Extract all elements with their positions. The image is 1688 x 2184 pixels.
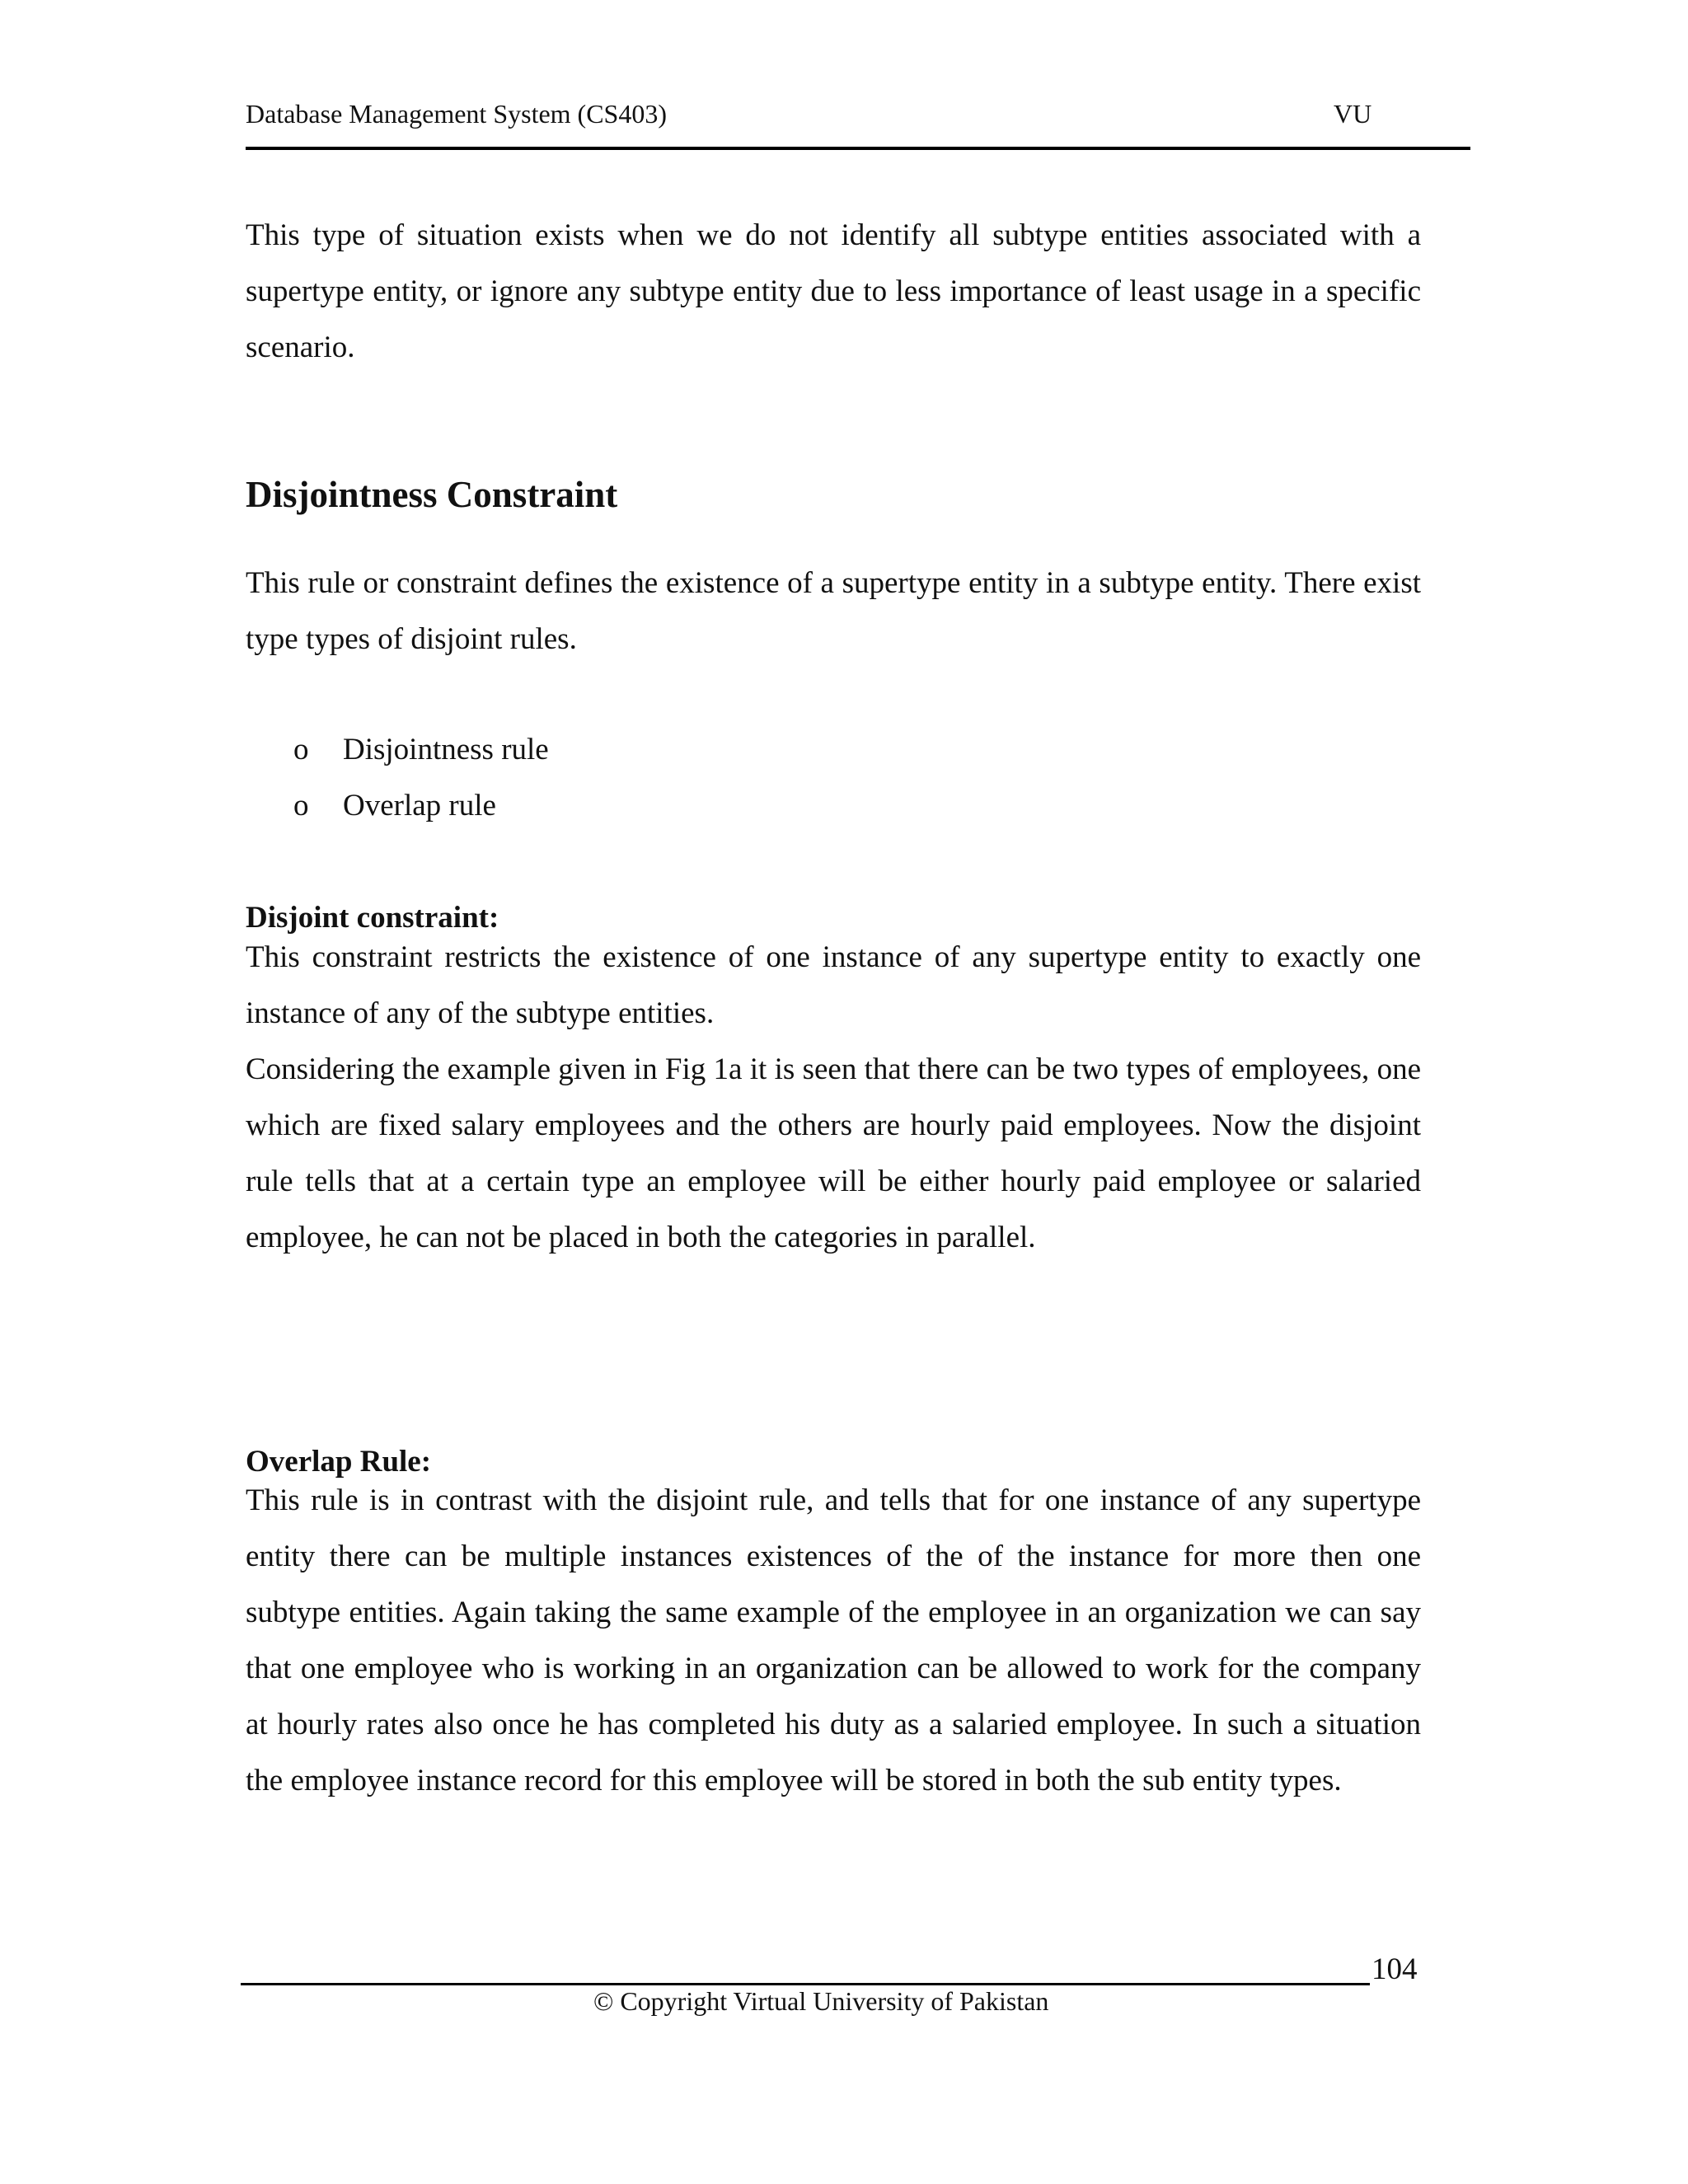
page-number: 104 [1372,1952,1418,1986]
list-item [293,722,549,778]
disjoint-paragraph-1: This constraint restricts the existence of one instance of any supertype entity to exactly one instance of any of the subtype entities. [246,940,1421,1030]
list-bullet: o [293,789,309,823]
header-org: VU [1334,99,1372,129]
footer-copyright: © Copyright Virtual University of Pakistan [593,1986,1049,2016]
intro-paragraph: This type of situation exists when we do not identify all subtype entities associated with a supertype entity, or ignore any subtype entity due to less importance of least usage in a specific scenario. [246,218,1421,364]
section-intro-paragraph: This rule or constraint defines the existence of a supertype entity in a subtype entity. There exist type types of disjoint rules. [246,566,1421,656]
list-item-label: Disjointness rule [343,733,549,766]
disjoint-constraint-heading: Disjoint constraint: [246,901,499,935]
header-course-title: Database Management System (CS403) [246,99,667,129]
section-heading: Disjointness Constraint [246,474,618,515]
overlap-paragraph: This rule is in contrast with the disjoint rule, and tells that for one instance of any supertype entity there can be multiple instances existences of the of the instance for more then one subtype entities. Again taking the same example of the employee in an organization we can say that one employee who is working in an organization can be allowed to work for the company at hourly rates also once he has completed his duty as a salaried employee. In such a situation the employee instance record for this employee will be stored in both the sub entity types. [246,1483,1421,1797]
list-item [293,778,549,834]
list-bullet: o [293,733,309,766]
page-header [246,97,1470,150]
rules-list [293,722,549,834]
disjoint-paragraph-2: Considering the example given in Fig 1a it is seen that there can be two types of employees, one which are fixed salary employees and the others are hourly paid employees. Now the disjoint rule tells that at a certain type an employee will be either hourly paid employee or salaried employee, he can not be placed in both the categories in parallel. [246,1052,1421,1254]
overlap-rule-heading: Overlap Rule: [246,1445,432,1479]
list-item-label: Overlap rule [343,789,496,823]
